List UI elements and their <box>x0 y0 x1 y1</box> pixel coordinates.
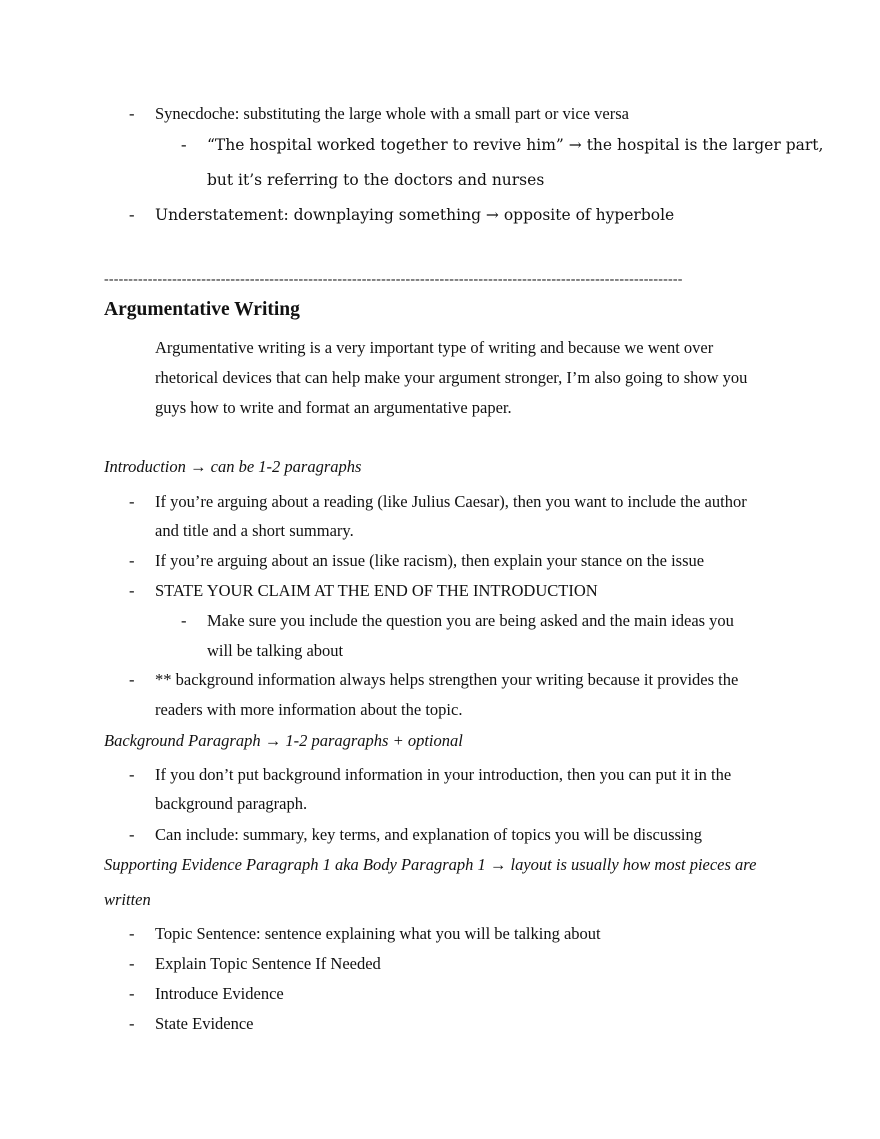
introduction-item-4-line-2: readers with more information about the topic. <box>155 700 463 719</box>
intro-text-line-3: guys how to write and format an argumentative paper. <box>155 398 512 417</box>
background-item-1-line-2: background paragraph. <box>155 794 308 813</box>
introduction-subitem-line-2: will be talking about <box>207 641 344 660</box>
bullet-dash: - <box>129 954 135 973</box>
bullet-dash: - <box>129 551 135 570</box>
supporting-heading-line-1: Supporting Evidence Paragraph 1 aka Body Paragraph 1 → layout is usually how most pieces are <box>104 855 757 874</box>
bullet-dash: - <box>181 611 187 630</box>
synecdoche-example-line-2: but it’s referring to the doctors and nurses <box>207 171 545 189</box>
intro-text-line-1: Argumentative writing is a very important type of writing and because we went over <box>155 338 714 357</box>
bullet-dash: - <box>129 924 135 943</box>
bullet-dash: - <box>129 205 135 224</box>
section-divider: ----------------------------------------------------------------------------------------------------------------------- <box>104 272 683 287</box>
introduction-item-2: If you’re arguing about an issue (like racism), then explain your stance on the issue <box>155 551 705 570</box>
background-item-1-line-1: If you don’t put background information in your introduction, then you can put it in the <box>155 765 732 784</box>
synecdoche-example-line-1: “The hospital worked together to revive him” → the hospital is the larger part, <box>207 136 824 154</box>
section-title: Argumentative Writing <box>104 299 300 320</box>
bullet-dash: - <box>129 104 135 123</box>
introduction-heading: Introduction → can be 1-2 paragraphs <box>104 457 362 476</box>
supporting-item-topic-sentence: Topic Sentence: sentence explaining what you will be talking about <box>155 924 601 943</box>
bullet-dash: - <box>181 135 187 154</box>
understatement-definition: Understatement: downplaying something → opposite of hyperbole <box>155 206 675 224</box>
introduction-item-3: STATE YOUR CLAIM AT THE END OF THE INTRODUCTION <box>155 581 598 600</box>
bullet-dash: - <box>129 765 135 784</box>
bullet-dash: - <box>129 581 135 600</box>
bullet-dash: - <box>129 1014 135 1033</box>
supporting-item-state-evidence: State Evidence <box>155 1014 254 1033</box>
bullet-dash: - <box>129 984 135 1003</box>
introduction-item-1-line-2: and title and a short summary. <box>155 521 354 540</box>
bullet-dash: - <box>129 825 135 844</box>
introduction-item-1-line-1: If you’re arguing about a reading (like Julius Caesar), then you want to include the author <box>155 492 747 511</box>
background-heading: Background Paragraph → 1-2 paragraphs + optional <box>104 731 463 750</box>
intro-text-line-2: rhetorical devices that can help make your argument stronger, I’m also going to show you <box>155 368 748 387</box>
synecdoche-definition: Synecdoche: substituting the large whole with a small part or vice versa <box>155 104 629 123</box>
bullet-dash: - <box>129 670 135 689</box>
bullet-dash: - <box>129 492 135 511</box>
introduction-item-4-line-1: ** background information always helps strengthen your writing because it provides the <box>155 670 739 689</box>
supporting-item-explain: Explain Topic Sentence If Needed <box>155 954 381 973</box>
introduction-subitem-line-1: Make sure you include the question you are being asked and the main ideas you <box>207 611 734 630</box>
supporting-heading-line-2: written <box>104 890 151 909</box>
supporting-item-introduce-evidence: Introduce Evidence <box>155 984 284 1003</box>
background-item-2: Can include: summary, key terms, and explanation of topics you will be discussing <box>155 825 702 844</box>
